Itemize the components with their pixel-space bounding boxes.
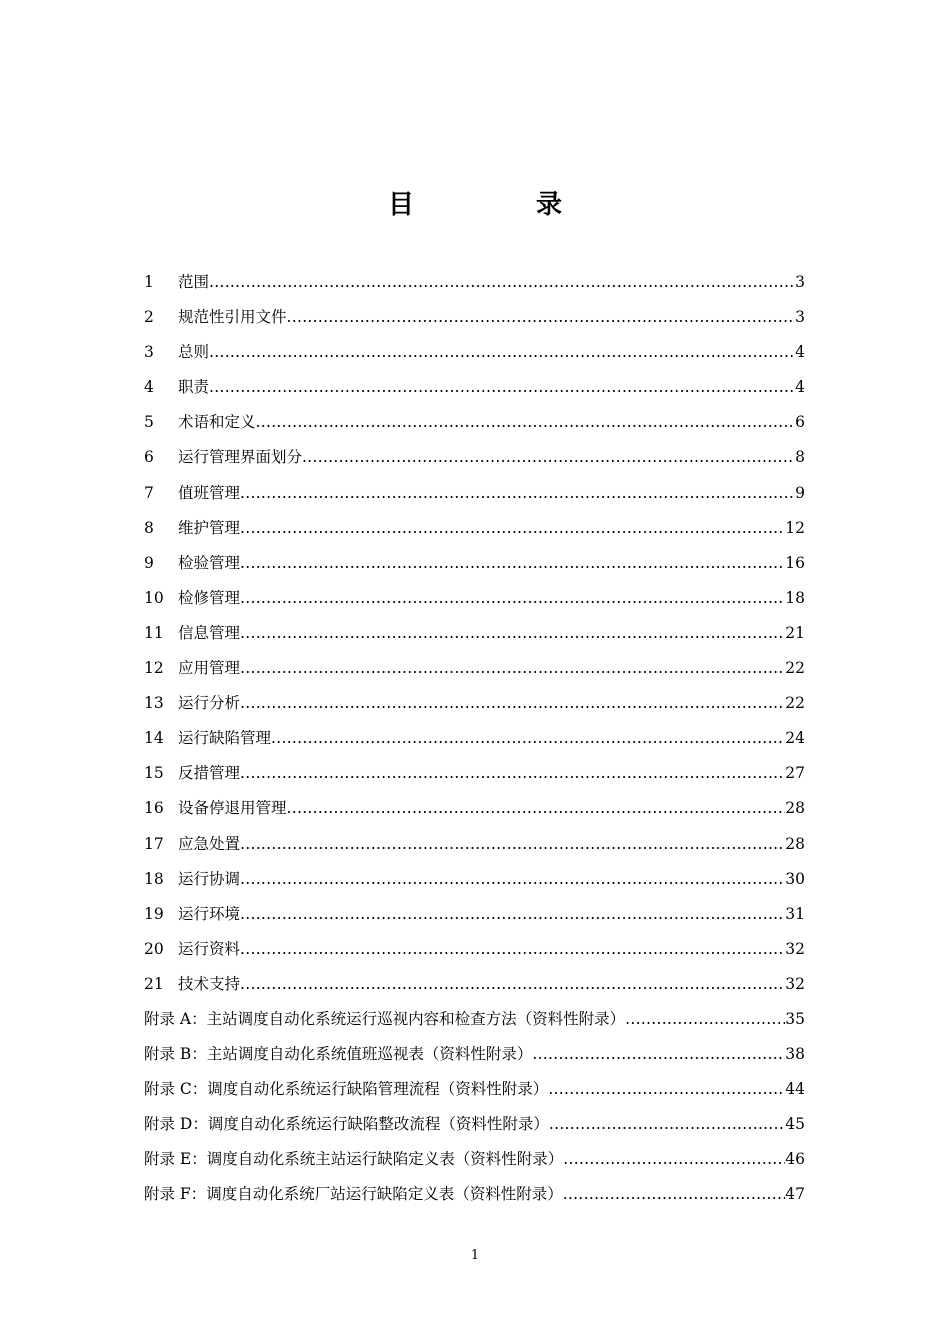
toc-entry[interactable] (144, 440, 805, 475)
toc-page-number: 22 (785, 694, 805, 713)
page-number: 1 (470, 1248, 480, 1263)
toc-section-number: 5 (144, 413, 154, 432)
dot-leader (240, 862, 785, 897)
toc-entry-title: 运行分析 (178, 694, 241, 713)
toc-entry[interactable] (144, 476, 805, 511)
dot-leader (563, 1142, 785, 1177)
dot-leader (240, 967, 785, 1002)
toc-entry-title: 主站调度自动化系统运行巡视内容和检查方法（资料性附录） (206, 1009, 626, 1028)
toc-section-number: 10 (144, 588, 164, 607)
toc-entry[interactable] (144, 686, 805, 721)
toc-page-number: 28 (785, 799, 805, 818)
dot-leader (209, 265, 795, 300)
toc-entry[interactable] (144, 862, 805, 897)
toc-page-number: 31 (785, 904, 805, 923)
dot-leader (271, 721, 785, 756)
dot-leader (532, 1037, 785, 1072)
dot-leader (240, 897, 785, 932)
toc-section-number: 1 (144, 273, 154, 291)
toc-page-number: 18 (785, 588, 805, 607)
dot-leader (209, 370, 795, 405)
dot-leader (240, 932, 785, 967)
toc-page-number: 38 (785, 1045, 805, 1064)
toc-section-number: 11 (144, 623, 164, 642)
toc-entry[interactable] (144, 932, 805, 967)
toc-entry[interactable] (144, 405, 805, 440)
toc-appendix-entry[interactable] (144, 1177, 805, 1212)
dot-leader (287, 791, 786, 826)
toc-entry-title: 技术支持 (178, 974, 241, 993)
toc-entry-title: 设备停退用管理 (178, 799, 287, 818)
toc-appendix-entry[interactable] (144, 1002, 805, 1037)
toc-entry-title: 调度自动化系统厂站运行缺陷定义表（资料性附录） (206, 1185, 563, 1204)
toc-appendix-entry[interactable] (144, 1142, 805, 1177)
toc-entry-title: 总则 (178, 343, 210, 362)
toc-entry-title: 应急处置 (178, 834, 241, 853)
toc-page-number: 32 (785, 939, 805, 958)
toc-section-number: 20 (144, 939, 164, 958)
toc-entry[interactable] (144, 370, 805, 405)
toc-entry[interactable] (144, 581, 805, 616)
toc-page-number: 4 (795, 343, 805, 362)
toc-entry[interactable] (144, 546, 805, 581)
toc-section-number: 4 (144, 378, 154, 397)
dot-leader (209, 335, 795, 370)
page-title: 目 录 (387, 190, 610, 220)
toc-page-number: 6 (795, 413, 805, 432)
toc-section-number: 13 (144, 694, 164, 713)
toc-entry[interactable] (144, 511, 805, 546)
toc-entry-title: 维护管理 (178, 518, 241, 537)
toc-page-number: 30 (785, 869, 805, 888)
toc-page-number: 4 (795, 378, 805, 397)
toc-entry[interactable] (144, 265, 805, 300)
toc-section-number: 14 (144, 729, 164, 748)
toc-page-number: 46 (785, 1150, 805, 1169)
toc-section-number: 18 (144, 869, 164, 888)
toc-entry-title: 运行资料 (178, 939, 241, 958)
toc-entry-title: 检修管理 (178, 588, 241, 607)
dot-leader (256, 405, 796, 440)
toc-page-number: 27 (785, 764, 805, 783)
toc-section-number: 7 (144, 483, 154, 502)
toc-entry[interactable] (144, 791, 805, 826)
toc-entry[interactable] (144, 827, 805, 862)
dot-leader (563, 1177, 786, 1212)
table-of-contents (144, 265, 805, 1213)
toc-page-number: 45 (785, 1115, 805, 1134)
dot-leader (548, 1072, 785, 1107)
toc-entry-title: 运行环境 (178, 904, 241, 923)
toc-entry-title: 运行协调 (178, 869, 241, 888)
toc-entry-title: 运行管理界面划分 (178, 448, 303, 467)
toc-section-number: 21 (144, 974, 164, 993)
toc-page-number: 35 (785, 1009, 805, 1028)
toc-entry[interactable] (144, 897, 805, 932)
toc-entry[interactable] (144, 721, 805, 756)
dot-leader (240, 651, 785, 686)
toc-entry[interactable] (144, 651, 805, 686)
toc-entry[interactable] (144, 616, 805, 651)
toc-page-number: 21 (785, 623, 805, 642)
dot-leader (240, 546, 785, 581)
dot-leader (240, 581, 785, 616)
toc-appendix-entry[interactable] (144, 1107, 805, 1142)
toc-page-number: 32 (785, 974, 805, 993)
toc-entry[interactable] (144, 756, 805, 791)
toc-section-number: 3 (144, 343, 154, 362)
toc-entry-title: 应用管理 (178, 659, 241, 678)
toc-page-number: 28 (785, 834, 805, 853)
toc-entry[interactable] (144, 967, 805, 1002)
toc-page-number: 3 (795, 273, 805, 291)
toc-entry-title: 规范性引用文件 (178, 308, 287, 327)
toc-section-number: 16 (144, 799, 164, 818)
toc-section-number: 2 (144, 308, 154, 327)
toc-section-number: 19 (144, 904, 164, 923)
toc-section-number: 8 (144, 518, 154, 537)
dot-leader (240, 756, 785, 791)
toc-appendix-label: 附录 A： (144, 1009, 207, 1028)
toc-page-number: 9 (795, 483, 805, 502)
toc-entry-title: 调度自动化系统主站运行缺陷定义表（资料性附录） (206, 1150, 564, 1169)
dot-leader (240, 616, 785, 651)
toc-appendix-entry[interactable] (144, 1037, 805, 1072)
toc-page-number: 12 (785, 518, 805, 537)
toc-section-number: 15 (144, 764, 164, 783)
toc-page-number: 3 (795, 308, 805, 327)
toc-entry-title: 信息管理 (178, 623, 241, 642)
dot-leader (240, 827, 785, 862)
toc-section-number: 9 (144, 553, 154, 572)
toc-entry-title: 主站调度自动化系统值班巡视表（资料性附录） (206, 1045, 533, 1064)
toc-section-number: 17 (144, 834, 164, 853)
toc-page-number: 22 (785, 659, 805, 678)
toc-page-number: 16 (785, 553, 805, 572)
dot-leader (625, 1002, 785, 1037)
dot-leader (302, 440, 795, 475)
toc-entry-title: 检验管理 (178, 553, 241, 572)
toc-entry-title: 调度自动化系统运行缺陷管理流程（资料性附录） (207, 1080, 549, 1099)
toc-appendix-label: 附录 F： (144, 1185, 207, 1204)
toc-appendix-label: 附录 E： (144, 1150, 207, 1169)
toc-page-number: 24 (785, 729, 805, 748)
dot-leader (240, 686, 785, 721)
toc-entry-title: 反措管理 (178, 764, 241, 783)
toc-page-number: 8 (795, 448, 805, 467)
toc-entry[interactable] (144, 300, 805, 335)
dot-leader (240, 476, 795, 511)
toc-entry-title: 范围 (178, 273, 210, 291)
toc-entry-title: 术语和定义 (178, 413, 256, 432)
toc-entry-title: 值班管理 (178, 483, 241, 502)
toc-appendix-label: 附录 B： (144, 1045, 207, 1064)
toc-entry-title: 职责 (178, 378, 210, 397)
toc-page-number: 47 (785, 1185, 805, 1204)
dot-leader (549, 1107, 785, 1142)
toc-entry[interactable] (144, 335, 805, 370)
dot-leader (240, 511, 785, 546)
toc-section-number: 6 (144, 448, 154, 467)
toc-appendix-label: 附录 D： (144, 1115, 208, 1134)
dot-leader (287, 300, 796, 335)
toc-entry-title: 调度自动化系统运行缺陷整改流程（资料性附录） (207, 1115, 549, 1134)
toc-appendix-entry[interactable] (144, 1072, 805, 1107)
toc-section-number: 12 (144, 659, 164, 678)
toc-page-number: 44 (785, 1080, 805, 1099)
toc-entry-title: 运行缺陷管理 (178, 729, 272, 748)
toc-appendix-label: 附录 C： (144, 1080, 208, 1099)
